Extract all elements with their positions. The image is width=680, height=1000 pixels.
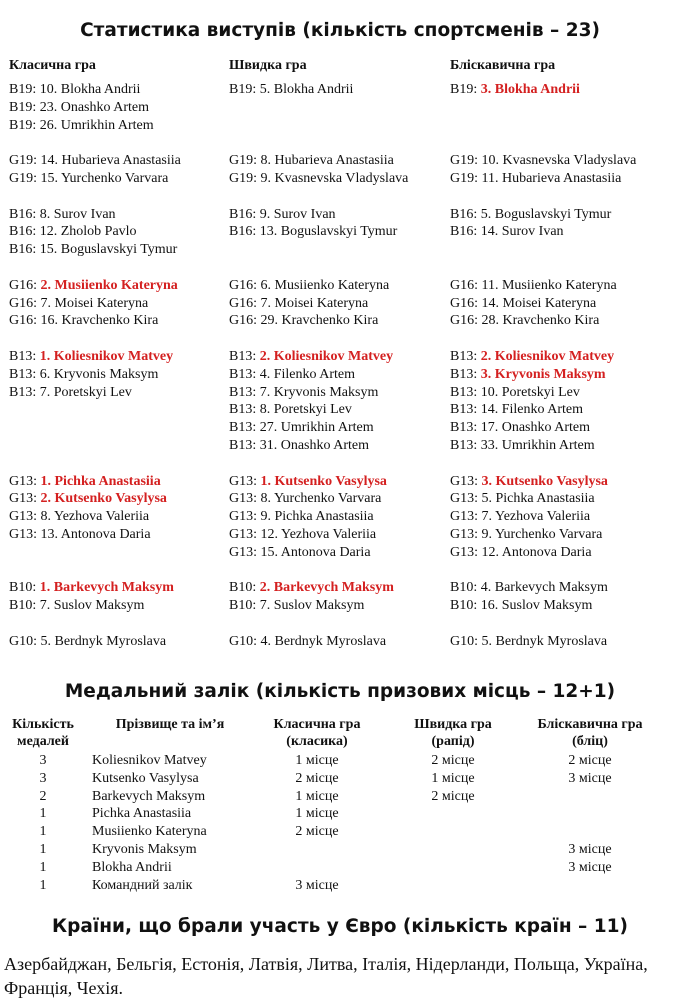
medal-header-count: Кількість медалей <box>12 717 74 749</box>
result-line <box>450 81 636 99</box>
result-line <box>450 348 636 366</box>
result-prefix: B13: 7. Kryvonis Maksym <box>229 384 379 400</box>
result-prefix: B13: 7. Poretskyi Lev <box>9 384 132 400</box>
result-group <box>9 277 181 330</box>
medal-cell-name: Koliesnikov Matvey <box>92 753 207 768</box>
result-prefix: G13: 9. Pichka Anastasiia <box>229 509 374 525</box>
result-line <box>450 99 636 117</box>
countries-title: Країни, що брали участь у Євро (кількість країн – 11) <box>52 916 628 937</box>
medal-standings-title: Медальний залік (кількість призових місць – 12+1) <box>64 681 616 702</box>
result-line <box>9 526 181 544</box>
result-line <box>9 312 181 330</box>
result-line <box>450 241 636 259</box>
medal-cell-rapid: 1 місце <box>431 770 475 786</box>
result-prefix: B16: 5. Boguslavskyi Tymur <box>450 206 612 222</box>
result-prefix: G19: 8. Hubarieva Anastasiia <box>229 153 394 169</box>
result-prefix: G19: 14. Hubarieva Anastasiia <box>9 153 181 169</box>
result-line <box>450 170 636 188</box>
result-group <box>450 206 636 259</box>
result-line <box>9 633 181 651</box>
result-prefix: B16: 14. Surov Ivan <box>450 224 564 240</box>
result-prefix: B16: 8. Surov Ivan <box>9 206 116 222</box>
result-line <box>9 81 181 99</box>
result-prefix: G13: 7. Yezhova Valeriia <box>450 509 591 525</box>
classic-column <box>9 81 181 651</box>
medal-cell-blitz: 3 місце <box>568 842 612 857</box>
medal-cell-blitz: 2 місце <box>568 753 612 768</box>
result-prefix: G16: 11. Musiienko Kateryna <box>450 277 617 293</box>
result-prefix: B13: 10. Poretskyi Lev <box>450 384 580 400</box>
result-line <box>450 526 636 544</box>
result-line <box>9 473 181 491</box>
result-line <box>450 117 636 135</box>
result-prefix: B13: 6. Kryvonis Maksym <box>9 366 159 382</box>
rapid-header: Швидка гра <box>229 58 307 73</box>
statistics-title: Статистика виступів (кількість спортсменів – 23) <box>80 20 600 41</box>
result-prefix: G13: <box>229 473 261 489</box>
medal-cell-name: Kutsenko Vasylysa <box>92 770 199 786</box>
medal-cell-rapid: 2 місце <box>431 788 475 804</box>
result-group <box>229 633 408 651</box>
result-prefix: G13: 8. Yezhova Valeriia <box>9 509 150 525</box>
result-line <box>450 508 636 526</box>
result-line <box>9 597 181 615</box>
result-prefix: G19: 15. Yurchenko Varvara <box>9 170 169 186</box>
result-line <box>9 366 181 384</box>
blitz-header: Бліскавична гра <box>450 58 556 73</box>
result-line <box>229 99 408 117</box>
medal-cell-count: 2 <box>39 788 47 804</box>
result-prefix: B16: 15. Boguslavskyi Tymur <box>9 242 178 258</box>
medal-winner-text: 3. Kutsenko Vasylysa <box>481 473 608 489</box>
medal-cell-classic: 2 місце <box>295 770 339 786</box>
result-line <box>450 490 636 508</box>
result-line <box>450 597 636 615</box>
medal-cell-classic: 3 місце <box>295 877 339 893</box>
result-line <box>450 544 636 562</box>
result-prefix: B16: 13. Boguslavskyi Tymur <box>229 224 398 240</box>
medal-winner-text: 2. Koliesnikov Matvey <box>480 348 615 364</box>
result-prefix: G13: 8. Yurchenko Varvara <box>229 491 382 507</box>
medal-cell-rapid: 2 місце <box>431 753 475 768</box>
result-line <box>450 579 636 597</box>
medal-winner-text: 3. Kryvonis Maksym <box>480 366 606 382</box>
medal-row <box>0 841 680 859</box>
result-line <box>229 437 408 455</box>
result-line <box>229 473 408 491</box>
medal-winner-text: 2. Koliesnikov Matvey <box>259 348 394 364</box>
result-prefix: B10: <box>9 580 40 596</box>
result-prefix: B13: <box>229 348 260 364</box>
result-prefix: G16: 16. Kravchenko Kira <box>9 313 159 329</box>
result-line <box>9 117 181 135</box>
result-prefix: G16: <box>9 277 41 293</box>
medal-cell-count: 1 <box>39 859 47 875</box>
result-prefix: G13: <box>9 491 41 507</box>
result-prefix: G10: 5. Berdnyk Myroslava <box>9 633 167 649</box>
result-line <box>229 579 408 597</box>
medal-cell-count: 1 <box>39 842 47 857</box>
result-line <box>450 277 636 295</box>
result-line <box>9 544 181 562</box>
result-line <box>229 241 408 259</box>
result-group <box>450 152 636 188</box>
result-prefix: B13: <box>9 348 40 364</box>
result-line <box>9 99 181 117</box>
result-prefix: G13: 15. Antonova Daria <box>229 544 371 560</box>
result-line <box>9 437 181 455</box>
result-prefix: G10: 4. Berdnyk Myroslava <box>229 633 387 649</box>
medal-row <box>0 752 680 770</box>
medal-cell-classic: 1 місце <box>295 753 339 768</box>
result-line <box>229 384 408 402</box>
result-prefix: G13: 12. Antonova Daria <box>450 544 592 560</box>
result-line <box>9 223 181 241</box>
result-line <box>9 401 181 419</box>
result-line <box>450 633 636 651</box>
result-line <box>9 170 181 188</box>
medal-winner-text: 2. Barkevych Maksym <box>259 580 394 596</box>
result-line <box>9 152 181 170</box>
result-line <box>229 117 408 135</box>
result-prefix: G16: 14. Moisei Kateryna <box>450 295 597 311</box>
result-line <box>9 508 181 526</box>
result-prefix: G13: 13. Antonova Daria <box>9 526 151 542</box>
result-line <box>229 277 408 295</box>
result-line <box>229 490 408 508</box>
result-prefix: G16: 7. Moisei Kateryna <box>229 295 369 311</box>
medal-cell-count: 1 <box>39 824 47 840</box>
result-prefix: B19: 23. Onashko Artem <box>9 99 149 115</box>
result-line <box>450 419 636 437</box>
result-line <box>450 295 636 313</box>
result-prefix: B10: 4. Barkevych Maksym <box>450 580 608 596</box>
result-line <box>229 295 408 313</box>
result-line <box>9 490 181 508</box>
result-prefix: B13: <box>450 348 481 364</box>
result-line <box>229 170 408 188</box>
result-group <box>9 206 181 259</box>
medal-row <box>0 823 680 841</box>
medal-winner-text: 2. Kutsenko Vasylysa <box>40 491 167 507</box>
result-group <box>450 473 636 562</box>
result-group <box>9 473 181 562</box>
countries-list: Азербайджан, Бельгія, Естонія, Латвія, Литва, Італія, Нідерланди, Польща, Україна, Франція, Чехія. <box>4 954 648 998</box>
medal-header-blitz: Бліскавична гра (бліц) <box>537 717 643 749</box>
result-line <box>450 473 636 491</box>
result-line <box>229 152 408 170</box>
result-group <box>450 277 636 330</box>
result-line <box>9 579 181 597</box>
result-group <box>450 579 636 615</box>
medal-winner-text: 1. Pichka Anastasiia <box>40 473 161 489</box>
result-line <box>229 348 408 366</box>
result-prefix: B13: 14. Filenko Artem <box>450 402 583 418</box>
blitz-column <box>450 81 636 651</box>
result-group <box>9 152 181 188</box>
result-prefix: G19: 11. Hubarieva Anastasiia <box>450 170 622 186</box>
medal-row <box>0 805 680 823</box>
medal-cell-name: Kryvonis Maksym <box>92 842 197 857</box>
medal-winner-text: 1. Koliesnikov Matvey <box>39 348 174 364</box>
result-line <box>450 401 636 419</box>
result-prefix: G13: <box>450 473 482 489</box>
result-line <box>450 366 636 384</box>
medal-cell-classic: 1 місце <box>295 806 339 822</box>
result-line <box>229 312 408 330</box>
result-group <box>229 348 408 455</box>
result-group <box>450 633 636 651</box>
result-prefix: B13: 4. Filenko Artem <box>229 366 355 382</box>
result-group <box>229 277 408 330</box>
result-group <box>229 81 408 134</box>
result-group <box>229 206 408 259</box>
result-prefix: B16: 12. Zholob Pavlo <box>9 224 137 240</box>
classic-header: Класична гра <box>9 58 96 73</box>
medal-winner-text: 1. Barkevych Maksym <box>39 580 174 596</box>
result-line <box>450 223 636 241</box>
result-prefix: B10: 7. Suslov Maksym <box>9 598 145 614</box>
result-group <box>229 152 408 188</box>
result-group <box>9 348 181 455</box>
medal-cell-name: Pichka Anastasiia <box>92 806 192 822</box>
medal-cell-blitz: 3 місце <box>568 859 612 875</box>
result-prefix: B10: 7. Suslov Maksym <box>229 598 365 614</box>
medal-winner-text: 2. Musiienko Kateryna <box>40 277 178 293</box>
result-line <box>229 544 408 562</box>
result-prefix: G19: 10. Kvasnevska Vladyslava <box>450 153 637 169</box>
result-prefix: B10: 16. Suslov Maksym <box>450 598 593 614</box>
medal-cell-count: 1 <box>39 806 47 822</box>
result-line <box>450 152 636 170</box>
result-line <box>229 206 408 224</box>
result-group <box>450 81 636 134</box>
result-line <box>9 384 181 402</box>
result-line <box>450 384 636 402</box>
result-line <box>9 348 181 366</box>
result-line <box>229 419 408 437</box>
result-prefix: B13: 31. Onashko Artem <box>229 437 369 453</box>
result-line <box>9 277 181 295</box>
result-prefix: G13: 12. Yezhova Valeriia <box>229 526 377 542</box>
result-prefix: G19: 9. Kvasnevska Vladyslava <box>229 170 409 186</box>
result-group <box>9 633 181 651</box>
medal-cell-classic: 1 місце <box>295 788 339 804</box>
result-prefix: B19: 5. Blokha Andrii <box>229 82 354 97</box>
result-group <box>229 579 408 615</box>
result-prefix: B13: 17. Onashko Artem <box>450 420 590 436</box>
result-line <box>9 419 181 437</box>
medal-row <box>0 770 680 788</box>
result-line <box>450 312 636 330</box>
result-prefix: G16: 28. Kravchenko Kira <box>450 313 600 329</box>
result-line <box>229 597 408 615</box>
result-line <box>450 206 636 224</box>
result-prefix: B10: <box>229 580 260 596</box>
result-prefix: B13: 27. Umrikhin Artem <box>229 420 374 436</box>
result-prefix: G13: 9. Yurchenko Varvara <box>450 526 603 542</box>
medal-cell-classic: 2 місце <box>295 824 339 840</box>
medal-winner-text: 3. Blokha Andrii <box>480 82 580 97</box>
result-line <box>229 401 408 419</box>
result-group <box>9 579 181 615</box>
medal-header-rapid: Швидка гра (рапід) <box>414 717 492 749</box>
medal-cell-name: Командний залік <box>92 877 193 893</box>
result-prefix: B13: 8. Poretskyi Lev <box>229 402 352 418</box>
medal-row <box>0 877 680 895</box>
medal-cell-count: 3 <box>39 770 47 786</box>
result-line <box>450 437 636 455</box>
result-prefix: G13: <box>9 473 41 489</box>
result-line <box>229 526 408 544</box>
result-prefix: B19: 26. Umrikhin Artem <box>9 117 154 133</box>
result-line <box>9 206 181 224</box>
medal-row <box>0 788 680 806</box>
medal-winner-text: 1. Kutsenko Vasylysa <box>260 473 387 489</box>
medal-cell-name: Musiienko Kateryna <box>92 824 207 840</box>
result-prefix: B13: 33. Umrikhin Artem <box>450 437 595 453</box>
result-prefix: G16: 7. Moisei Kateryna <box>9 295 149 311</box>
medal-cell-name: Blokha Andrii <box>92 859 172 875</box>
medal-cell-count: 3 <box>39 753 47 768</box>
result-line <box>9 241 181 259</box>
result-prefix: G16: 6. Musiienko Kateryna <box>229 277 390 293</box>
result-prefix: B13: <box>450 366 481 382</box>
result-group <box>450 348 636 455</box>
medal-cell-blitz: 3 місце <box>568 770 612 786</box>
result-prefix: G13: 5. Pichka Anastasiia <box>450 491 595 507</box>
result-line <box>229 633 408 651</box>
result-prefix: G10: 5. Berdnyk Myroslava <box>450 633 608 649</box>
medal-cell-name: Barkevych Maksym <box>92 788 206 804</box>
result-line <box>9 295 181 313</box>
result-prefix: B19: 10. Blokha Andrii <box>9 82 141 97</box>
rapid-column <box>229 81 408 651</box>
medal-header-classic: Класична гра (класика) <box>273 717 361 749</box>
result-group <box>229 473 408 562</box>
result-line <box>229 508 408 526</box>
result-prefix: G16: 29. Kravchenko Kira <box>229 313 379 329</box>
result-prefix: B19: <box>450 82 481 97</box>
result-line <box>229 223 408 241</box>
medal-row <box>0 859 680 877</box>
medal-header-name: Прізвище та ім’я <box>115 717 225 732</box>
result-line <box>229 81 408 99</box>
medal-cell-count: 1 <box>39 877 47 893</box>
result-line <box>229 366 408 384</box>
result-prefix: B16: 9. Surov Ivan <box>229 206 336 222</box>
result-group <box>9 81 181 134</box>
